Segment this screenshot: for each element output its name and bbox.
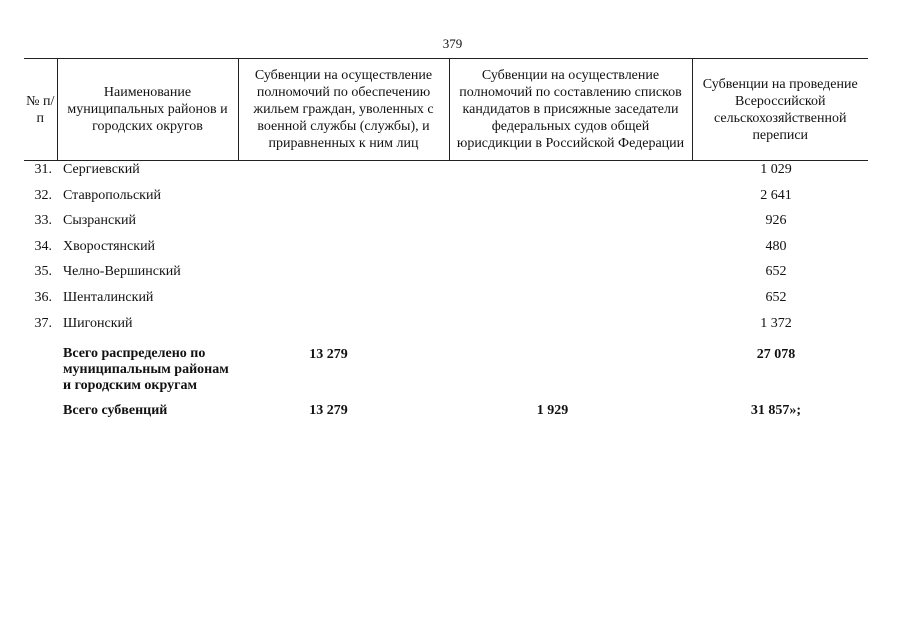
table-body	[24, 161, 868, 428]
jury-value	[449, 161, 692, 187]
housing-value	[238, 161, 449, 187]
census-value: 2 641	[760, 187, 792, 203]
housing-value	[238, 187, 449, 213]
jury-value	[449, 212, 692, 238]
table-row	[24, 187, 868, 213]
total-distributed-number	[24, 340, 57, 394]
total-subsidies-census: 31 857»;	[750, 403, 802, 419]
total-subsidies-row	[24, 394, 868, 428]
jury-value	[449, 315, 692, 341]
jury-value	[449, 238, 692, 264]
district-name: Челно-Вершинский	[63, 264, 181, 280]
total-distributed-label: Всего распределено по муниципальным районам и городским округам	[63, 346, 229, 394]
row-number: 34.	[34, 238, 52, 254]
district-name: Шигонский	[63, 315, 133, 331]
housing-value	[238, 212, 449, 238]
total-subsidies-number	[24, 394, 57, 428]
jury-value	[449, 187, 692, 213]
row-number: 32.	[34, 187, 52, 203]
table-row	[24, 212, 868, 238]
row-number: 31.	[34, 162, 52, 177]
total-distributed-jury	[449, 340, 692, 394]
total-subsidies-jury: 1 929	[536, 403, 569, 419]
census-value: 1 029	[760, 162, 792, 177]
total-distributed-row	[24, 340, 868, 394]
census-value: 480	[765, 238, 787, 254]
census-value: 652	[765, 289, 787, 305]
table-row	[24, 161, 868, 187]
table-row	[24, 315, 868, 341]
header-row	[24, 59, 868, 161]
census-value: 926	[765, 213, 787, 229]
housing-value	[238, 263, 449, 289]
total-distributed-census: 27 078	[756, 347, 796, 363]
table-row	[24, 263, 868, 289]
district-name: Шенталинский	[63, 289, 154, 305]
subsidy-table	[24, 58, 868, 428]
district-name: Хворостянский	[63, 238, 156, 254]
table-row	[24, 238, 868, 264]
table-row	[24, 289, 868, 315]
header-name: Наименование муниципальных районов и городских округов	[57, 59, 238, 161]
housing-value	[238, 315, 449, 341]
jury-value	[449, 289, 692, 315]
jury-value	[449, 263, 692, 289]
row-number: 37.	[34, 315, 52, 331]
district-name: Сызранский	[63, 213, 136, 229]
row-number: 35.	[34, 264, 52, 280]
row-number: 33.	[34, 213, 52, 229]
row-number: 36.	[34, 289, 52, 305]
district-name: Сергиевский	[63, 162, 140, 177]
housing-value	[238, 238, 449, 264]
header-census-subsidy: Субвенции на проведение Всероссийской сельскохозяйственной переписи	[692, 59, 868, 161]
header-housing-subsidy: Субвенции на осуществление полномочий по обеспечению жильем граждан, уволенных с военной службы (службы), и приравненных к ним лиц	[238, 59, 449, 161]
district-name: Ставропольский	[63, 187, 161, 203]
total-subsidies-label: Всего субвенций	[63, 403, 168, 419]
total-subsidies-housing: 13 279	[309, 403, 348, 419]
page-number: 379	[442, 36, 463, 51]
table-header	[24, 59, 868, 161]
housing-value	[238, 289, 449, 315]
header-number: № п/п	[24, 59, 57, 161]
census-value: 652	[765, 264, 787, 280]
census-value: 1 372	[760, 315, 792, 331]
header-jury-subsidy: Субвенции на осуществление полномочий по составлению списков кандидатов в присяжные заседатели федеральных судов общей юрисдикции в Российской Федерации	[449, 59, 692, 161]
total-distributed-housing: 13 279	[309, 347, 348, 363]
